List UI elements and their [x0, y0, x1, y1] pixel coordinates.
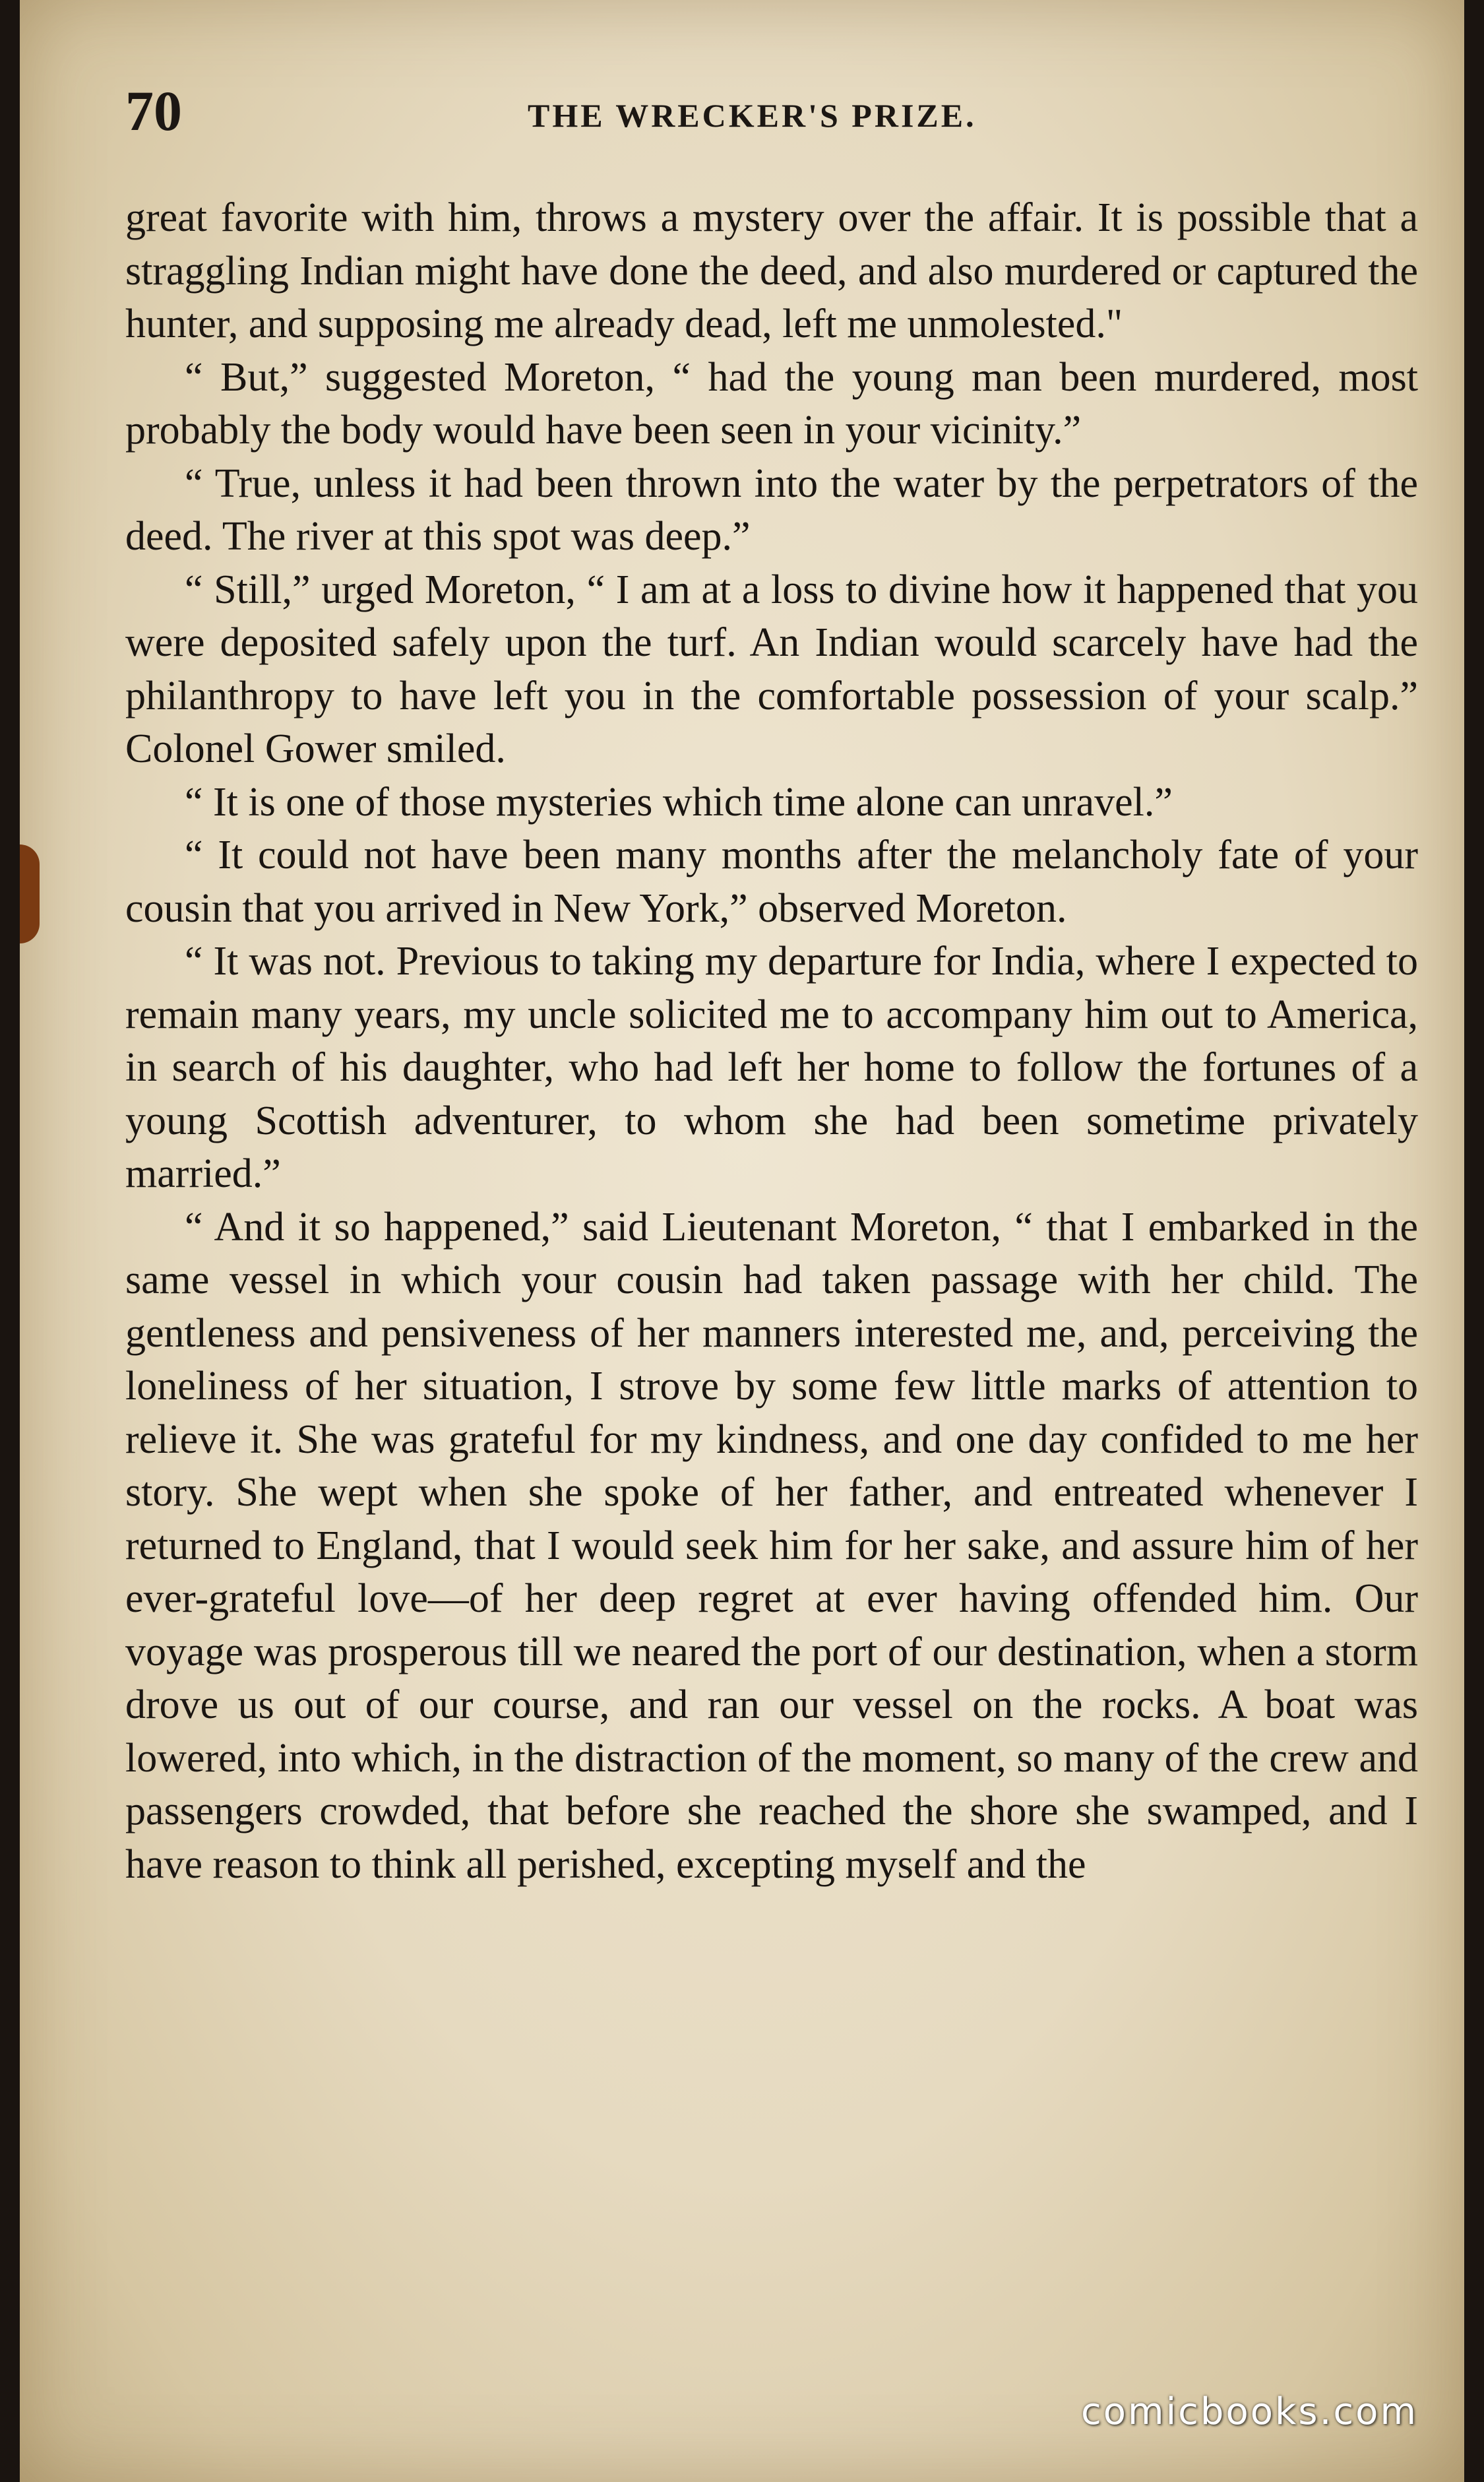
running-title: THE WRECKER'S PRIZE. [528, 97, 977, 134]
paragraph: great favorite with him, throws a mystery over the affair. It is possible that a straggling Indian might have done the deed, and also murdered or captured the hunter, and supposing me already dead, left me unmolested." [125, 195, 1418, 346]
page-number: 70 [125, 79, 182, 143]
paragraph: “ Still,” urged Moreton, “ I am at a loss to divine how it happened that you were deposited safely upon the turf. An Indian would scarcely have had the philanthropy to have left you in the comfortable possession of your scalp.” Colonel Gower smiled. [125, 567, 1418, 771]
watermark: comicbooks.com [1080, 2390, 1418, 2433]
page-stain [20, 844, 40, 943]
book-page [20, 0, 1464, 2482]
paragraph: “ And it so happened,” said Lieutenant Moreton, “ that I embarked in the same vessel in which your cousin had taken passage with her child. The gentleness and pensiveness of her manners interested me, and, perceiving the loneliness of her situation, I strove by some few little marks of attention to relieve it. She was grateful for my kindness, and one day confided to me her story. She wept when she spoke of her father, and entreated whenever I returned to England, that I would seek him for her sake, and assure him of her ever-grateful love—of her deep regret at ever having offended him. Our voyage was prosperous till we neared the port of our destination, when a storm drove us out of our course, and ran our vessel on the rocks. A boat was lowered, into which, in the distraction of the moment, so many of the crew and passengers crowded, that before she reached the shore she swamped, and I have reason to think all perished, excepting myself and the [125, 1204, 1418, 1887]
page-header [125, 78, 1418, 157]
paragraph: “ True, unless it had been thrown into the water by the perpetrators of the deed. The river at this spot was deep.” [125, 461, 1418, 559]
body-text [125, 191, 1418, 1891]
paragraph: “ But,” suggested Moreton, “ had the young man been murdered, most probably the body would have been seen in your vicinity.” [125, 354, 1418, 453]
paragraph: “ It was not. Previous to taking my departure for India, where I expected to remain many years, my uncle solicited me to accompany him out to America, in search of his daughter, who had left her home to follow the fortunes of a young Scottish adventurer, to whom she had been sometime privately married.” [125, 939, 1418, 1196]
paragraph: “ It could not have been many months after the melancholy fate of your cousin that you arrived in New York,” observed Moreton. [125, 833, 1418, 931]
paragraph: “ It is one of those mysteries which time alone can unravel.” [185, 779, 1173, 825]
